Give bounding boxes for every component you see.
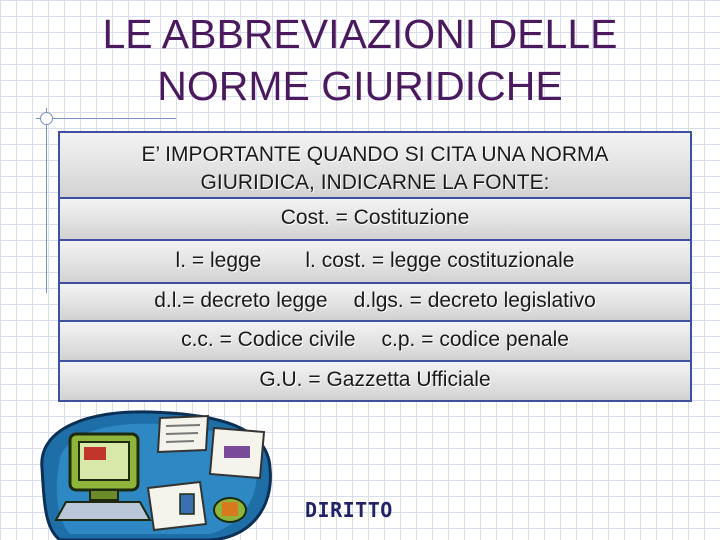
row-costituzione xyxy=(58,199,692,241)
abbr-cost: Cost. = Costituzione xyxy=(280,206,470,229)
intro-line-1: E’ IMPORTANTE QUANDO SI CITA UNA NORMA xyxy=(141,143,609,166)
row-legge xyxy=(58,241,692,284)
footer-label: DIRITTO xyxy=(305,498,393,522)
abbr-decreto-legge: d.l.= decreto legge xyxy=(154,289,328,312)
title-line-1: LE ABBREVIAZIONI DELLE xyxy=(102,11,618,57)
computer-desk-clipart-icon xyxy=(30,398,280,540)
abbr-decreto-legislativo: d.lgs. = decreto legislativo xyxy=(353,289,596,312)
slide-title xyxy=(40,8,680,112)
abbr-legge-cost: l. cost. = legge costituzionale xyxy=(305,249,575,272)
decorative-circle xyxy=(40,112,53,125)
abbr-codice-civile: c.c. = Codice civile xyxy=(181,328,356,351)
row-codici xyxy=(58,322,692,362)
abbr-codice-penale: c.p. = codice penale xyxy=(381,328,569,351)
title-line-2: NORME GIURIDICHE xyxy=(157,63,563,109)
row-gazzetta xyxy=(58,362,692,402)
abbr-legge: l. = legge xyxy=(175,249,262,272)
abbreviations-box xyxy=(58,131,692,402)
intro-band xyxy=(58,131,692,199)
decorative-line-vertical xyxy=(46,108,47,293)
intro-line-2: GIURIDICA, INDICARNE LA FONTE: xyxy=(200,171,550,194)
row-decreti xyxy=(58,284,692,322)
abbr-gazzetta: G.U. = Gazzetta Ufficiale xyxy=(259,368,491,391)
decorative-line-horizontal xyxy=(36,118,176,119)
